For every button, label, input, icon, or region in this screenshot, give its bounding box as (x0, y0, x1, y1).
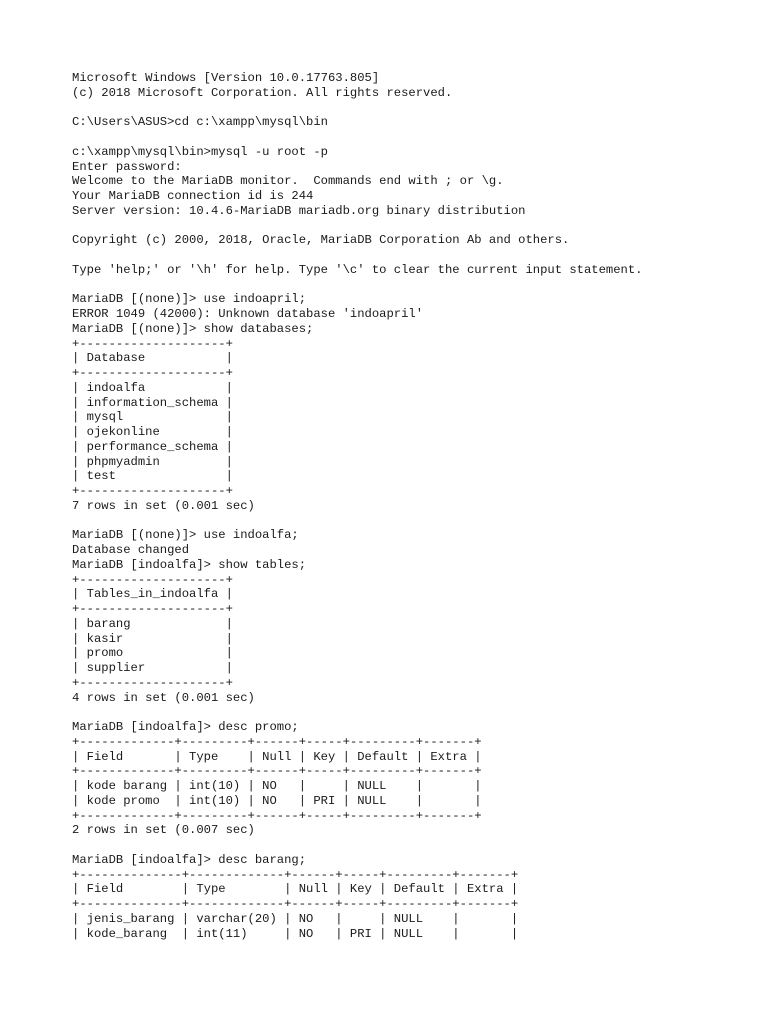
text-line (72, 838, 642, 853)
text-line: ERROR 1049 (42000): Unknown database 'indoapril' (72, 307, 424, 321)
text-line: 7 rows in set (0.001 sec) (72, 498, 255, 513)
text-line: | mysql | (72, 410, 233, 425)
text-line: Microsoft Windows [Version 10.0.17763.805] (72, 71, 380, 85)
text-line: Your MariaDB connection id is 244 (72, 189, 314, 203)
text-line: +-------------+---------+------+-----+---------+-------+ (72, 808, 482, 823)
text-line (72, 248, 642, 263)
text-line: | promo | (72, 646, 233, 661)
text-line: MariaDB [indoalfa]> show tables; (72, 557, 307, 572)
text-line: +-------------+---------+------+-----+---------+-------+ (72, 764, 482, 779)
text-line: +--------------------+ (72, 366, 233, 380)
text-line: Server version: 10.4.6-MariaDB mariadb.org binary distribution (72, 203, 526, 218)
text-line: Copyright (c) 2000, 2018, Oracle, MariaDB Corporation Ab and others. (72, 233, 570, 248)
text-line: +--------------------+ (72, 484, 233, 498)
text-line: | Field | Type | Null | Key | Default | Extra | (72, 749, 482, 764)
text-line: | kasir | (72, 631, 233, 646)
text-line: MariaDB [indoalfa]> desc promo; (72, 720, 299, 734)
text-line: 2 rows in set (0.007 sec) (72, 823, 255, 838)
text-line: | information_schema | (72, 395, 233, 410)
text-line: Database changed (72, 543, 190, 557)
text-line: | Database | (72, 351, 233, 366)
console-transcript (72, 71, 642, 941)
text-line: MariaDB [(none)]> show databases; (72, 321, 314, 336)
text-line: C:\Users\ASUS>cd c:\xampp\mysql\bin (72, 115, 328, 130)
text-line (72, 101, 642, 116)
text-line: +--------------+-------------+------+-----+---------+-------+ (72, 867, 519, 882)
text-line: c:\xampp\mysql\bin>mysql -u root -p (72, 144, 328, 159)
text-line: +--------------------+ (72, 572, 233, 587)
text-line: MariaDB [indoalfa]> desc barang; (72, 852, 307, 867)
text-line: | kode_barang | int(11) | NO | PRI | NULL | | (72, 926, 519, 941)
text-line: | ojekonline | (72, 425, 233, 439)
text-line: MariaDB [(none)]> use indoapril; (72, 292, 307, 307)
text-line: Type 'help;' or '\h' for help. Type '\c' to clear the current input statement. (72, 262, 643, 277)
text-line: | barang | (72, 616, 233, 631)
text-line (72, 514, 642, 529)
text-line: | kode barang | int(10) | NO | | NULL | | (72, 779, 482, 793)
text-line: | jenis_barang | varchar(20) | NO | | NULL | | (72, 911, 519, 926)
text-line (72, 705, 642, 720)
text-line: | phpmyadmin | (72, 454, 233, 469)
text-line: | kode promo | int(10) | NO | PRI | NULL | | (72, 793, 482, 808)
text-line: 4 rows in set (0.001 sec) (72, 690, 255, 705)
text-line: | performance_schema | (72, 439, 233, 454)
text-line: | Tables_in_indoalfa | (72, 587, 233, 602)
text-line: Enter password: (72, 159, 182, 174)
text-line: (c) 2018 Microsoft Corporation. All rights reserved. (72, 85, 453, 100)
text-line: | supplier | (72, 661, 233, 675)
text-line: | Field | Type | Null | Key | Default | Extra | (72, 882, 519, 897)
text-line: +--------------------+ (72, 602, 233, 616)
text-line (72, 219, 642, 234)
text-line: Welcome to the MariaDB monitor. Commands end with ; or \g. (72, 174, 504, 189)
text-line: +--------------+-------------+------+-----+---------+-------+ (72, 897, 519, 911)
text-line: | test | (72, 469, 233, 484)
text-line: MariaDB [(none)]> use indoalfa; (72, 528, 299, 543)
text-line: +--------------------+ (72, 675, 233, 690)
text-line: | indoalfa | (72, 380, 233, 395)
text-line: +-------------+---------+------+-----+---------+-------+ (72, 734, 482, 749)
text-line (72, 278, 642, 293)
text-line (72, 130, 642, 145)
text-line: +--------------------+ (72, 336, 233, 351)
